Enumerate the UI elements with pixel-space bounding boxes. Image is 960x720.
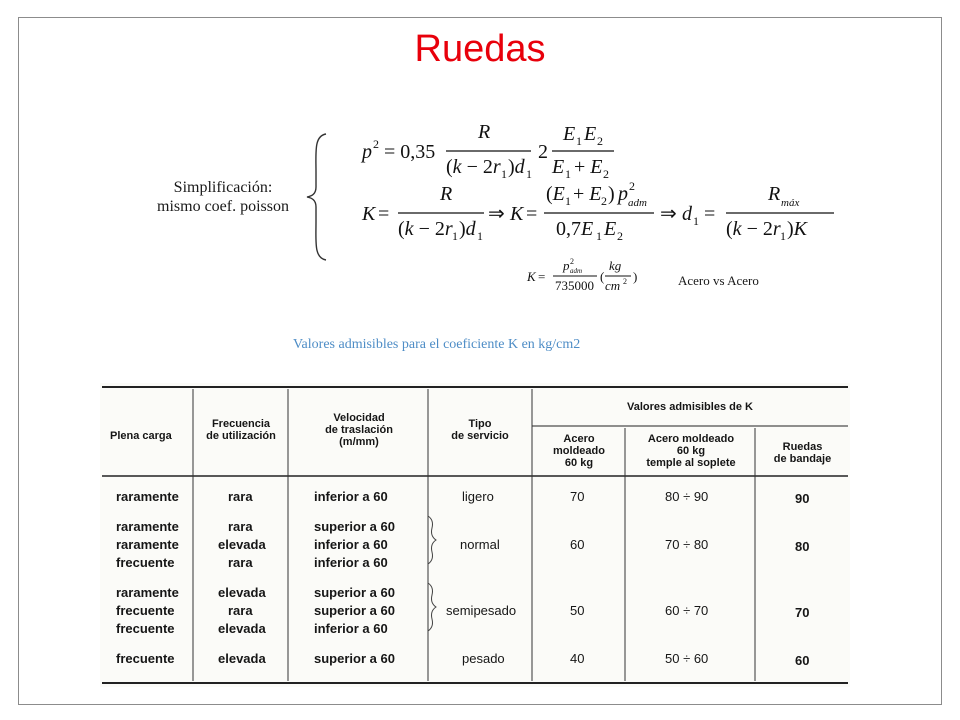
svg-text:2: 2: [570, 257, 574, 266]
header-velocidad-line-3: (m/mm): [339, 436, 379, 448]
frecuencia-cell: rara: [228, 519, 253, 534]
velocidad-cell: inferior a 60: [314, 621, 388, 636]
svg-text:(E: (E: [546, 183, 565, 205]
svg-text:+ E: + E: [573, 183, 602, 205]
acero-vs-acero-note: Acero vs Acero: [678, 273, 759, 288]
frecuencia-cell: elevada: [218, 537, 266, 552]
plena-cell: raramente: [116, 489, 179, 504]
svg-text:E: E: [563, 123, 576, 145]
svg-text:=: =: [378, 203, 390, 225]
header-acero-moldeado: [534, 433, 624, 469]
svg-text:1: 1: [452, 229, 458, 243]
header-ruedas: [757, 441, 848, 465]
plena-cell: frecuente: [116, 621, 175, 636]
svg-text:+ E: + E: [574, 156, 603, 178]
svg-text:⇒: ⇒: [660, 203, 677, 225]
svg-text:1: 1: [565, 167, 571, 181]
header-velocidad: [290, 412, 428, 448]
velocidad-cell: superior a 60: [314, 603, 395, 618]
temple-value: 50 ÷ 60: [665, 651, 709, 666]
left-brace-icon: [304, 132, 328, 262]
svg-text:1: 1: [780, 229, 786, 243]
ruedas-value: 80: [795, 539, 810, 554]
svg-text:p: p: [362, 141, 372, 163]
plena-cell: raramente: [116, 537, 179, 552]
svg-text:p: p: [563, 258, 570, 273]
header-frecuencia-line-2: de utilización: [206, 430, 276, 442]
header-plena-carga: Plena carga: [110, 430, 172, 442]
svg-text:(k − 2r: (k − 2r: [726, 218, 781, 240]
acero-value: 50: [570, 603, 585, 618]
svg-text:)d: )d: [508, 156, 525, 178]
svg-text:2: 2: [629, 179, 635, 193]
header-velocidad-line-1: Velocidad: [333, 412, 385, 424]
svg-text:adm: adm: [570, 267, 583, 275]
svg-text:2: 2: [617, 229, 623, 243]
frecuencia-cell: elevada: [218, 621, 266, 636]
formula-k-relations: [361, 179, 834, 243]
svg-text:)d: )d: [459, 218, 476, 240]
header-acero-temple-line-2: 60 kg: [676, 445, 706, 457]
svg-text:E: E: [584, 123, 597, 145]
header-ruedas-line-1: Ruedas: [782, 441, 823, 453]
plena-cell: raramente: [116, 519, 179, 534]
velocidad-cell: superior a 60: [314, 585, 395, 600]
svg-text:1: 1: [526, 167, 532, 181]
svg-text:K: K: [362, 203, 376, 225]
svg-text:cm: cm: [605, 278, 621, 293]
plena-cell: raramente: [116, 585, 179, 600]
formula-pressure: [360, 121, 614, 181]
svg-text:E: E: [604, 218, 617, 240]
svg-text:kg: kg: [609, 258, 622, 273]
header-acero-line-2: moldeado: [553, 445, 605, 457]
formula-steel: [525, 256, 675, 298]
frecuencia-cell: rara: [228, 489, 253, 504]
svg-text:R: R: [440, 183, 453, 205]
svg-text:2: 2: [373, 137, 379, 151]
svg-text:adm: adm: [628, 197, 647, 209]
header-frecuencia: [195, 418, 287, 442]
svg-text:2: 2: [603, 167, 609, 181]
temple-value: 80 ÷ 90: [665, 489, 709, 504]
acero-value: 70: [570, 489, 585, 504]
temple-value: 60 ÷ 70: [665, 603, 709, 618]
svg-text:(: (: [600, 269, 605, 284]
svg-text:E: E: [552, 156, 565, 178]
svg-text:1: 1: [596, 229, 602, 243]
tipo-cell: normal: [460, 537, 500, 552]
header-acero-line-1: Acero: [563, 433, 595, 445]
tipo-cell: pesado: [462, 651, 505, 666]
svg-text:R: R: [478, 121, 491, 143]
svg-text:máx: máx: [781, 197, 800, 209]
temple-value: 70 ÷ 80: [665, 537, 709, 552]
table-caption: Valores admisibles para el coeficiente K en kg/cm2: [293, 337, 581, 352]
header-acero-temple: [627, 433, 755, 469]
svg-text:= 0,35: = 0,35: [384, 141, 436, 163]
tipo-cell: semipesado: [446, 603, 517, 618]
svg-text:2: 2: [601, 194, 607, 208]
svg-text:1: 1: [501, 167, 507, 181]
ruedas-value: 90: [795, 491, 810, 506]
svg-text:p: p: [618, 183, 628, 205]
header-frecuencia-line-1: Frecuencia: [211, 418, 271, 430]
velocidad-cell: inferior a 60: [314, 555, 388, 570]
svg-text:K: K: [510, 203, 524, 225]
svg-text:735000: 735000: [555, 278, 594, 293]
svg-text:0,7E: 0,7E: [556, 218, 594, 240]
acero-value: 60: [570, 537, 585, 552]
svg-text:2: 2: [538, 141, 548, 163]
frecuencia-cell: rara: [228, 555, 253, 570]
velocidad-cell: inferior a 60: [314, 489, 388, 504]
simplification-note: [140, 178, 306, 216]
simplification-line-1: Simplificación:: [173, 179, 273, 196]
header-ruedas-line-2: de bandaje: [773, 453, 832, 465]
svg-text:1: 1: [693, 214, 699, 228]
header-tipo: [430, 418, 530, 442]
header-tipo-line-2: de servicio: [451, 430, 509, 442]
ruedas-value: 70: [795, 605, 810, 620]
svg-text:2: 2: [597, 134, 603, 148]
k-values-table: [100, 383, 850, 687]
velocidad-cell: inferior a 60: [314, 537, 388, 552]
header-valores-admisibles: Valores admisibles de K: [627, 401, 753, 413]
svg-text:1: 1: [565, 194, 571, 208]
plena-cell: frecuente: [116, 555, 175, 570]
plena-cell: frecuente: [116, 603, 175, 618]
svg-text:=: =: [538, 269, 546, 284]
header-acero-temple-line-3: temple al soplete: [646, 457, 736, 469]
svg-text:R: R: [768, 183, 781, 205]
svg-text:)K: )K: [787, 218, 808, 240]
svg-text:(k − 2r: (k − 2r: [398, 218, 453, 240]
svg-text:⇒: ⇒: [488, 203, 505, 225]
slide-title: Ruedas: [414, 28, 546, 70]
svg-text:d: d: [682, 203, 692, 225]
header-tipo-line-1: Tipo: [468, 418, 492, 430]
svg-text:=: =: [526, 203, 538, 225]
svg-text:1: 1: [576, 134, 582, 148]
plena-cell: frecuente: [116, 651, 175, 666]
frecuencia-cell: elevada: [218, 585, 266, 600]
svg-text:K: K: [527, 269, 536, 284]
velocidad-cell: superior a 60: [314, 519, 395, 534]
frecuencia-cell: elevada: [218, 651, 266, 666]
frecuencia-cell: rara: [228, 603, 253, 618]
svg-text:=: =: [704, 203, 716, 225]
svg-text:): ): [608, 183, 615, 205]
tipo-cell: ligero: [462, 489, 494, 504]
simplification-line-2: mismo coef. poisson: [157, 198, 289, 215]
svg-text:): ): [633, 269, 638, 284]
svg-text:(k − 2r: (k − 2r: [446, 156, 501, 178]
velocidad-cell: superior a 60: [314, 651, 395, 666]
header-velocidad-line-2: de traslación: [325, 424, 393, 436]
acero-value: 40: [570, 651, 585, 666]
header-acero-temple-line-1: Acero moldeado: [647, 433, 735, 445]
header-acero-line-3: 60 kg: [564, 457, 594, 469]
svg-text:1: 1: [477, 229, 483, 243]
svg-text:2: 2: [623, 277, 627, 286]
ruedas-value: 60: [795, 653, 810, 668]
